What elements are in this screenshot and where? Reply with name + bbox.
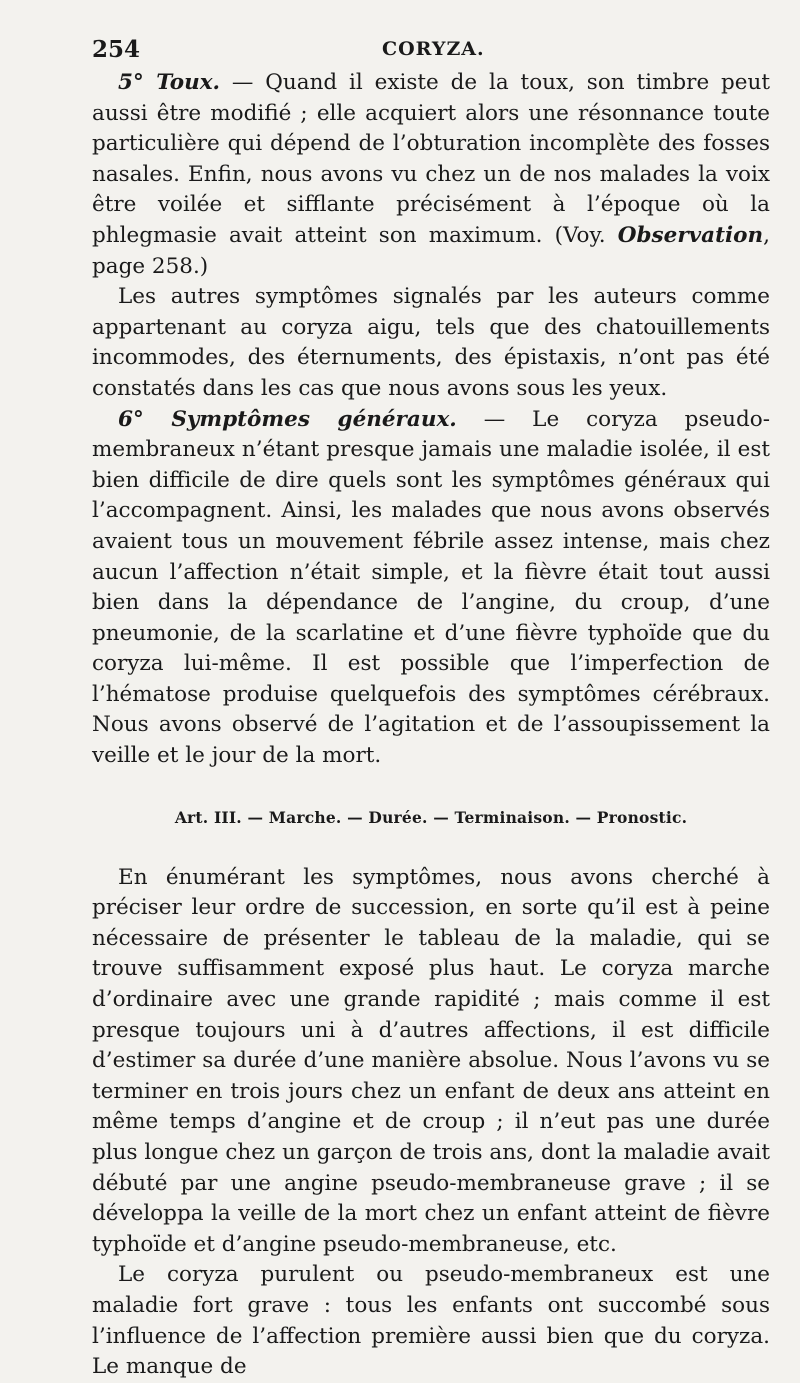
- page-body: [92, 68, 770, 1383]
- running-title: CORYZA.: [382, 38, 485, 60]
- paragraph-tail: , page 258.): [92, 222, 770, 279]
- paragraph-toux: [92, 68, 770, 282]
- section-lead-symptomes-generaux: 6° Symptômes généraux.: [118, 406, 457, 432]
- observation-reference: Observation: [617, 222, 764, 248]
- paragraph-autres-symptomes: Les autres symptômes signalés par les auteurs comme appartenant au coryza aigu, tels que des chatouillements incommodes, des éternuments, des épistaxis, n’ont pas été constatés dans les cas que nous avons sous les yeux.: [92, 284, 770, 401]
- paragraph-pronostic: Le coryza purulent ou pseudo-membraneux est une maladie fort grave : tous les enfants ont succombé sous l’influence de l’affection première aussi bien que du coryza. Le manque de: [92, 1262, 770, 1380]
- paragraph-marche: En énumérant les symptômes, nous avons cherché à préciser leur ordre de succession, en sorte qu’il est à peine nécessaire de présenter le tableau de la maladie, qui se trouve suffisamment exposé plus haut. Le coryza marche d’ordinaire avec une grande rapidité ; mais comme il est presque toujours uni à d’autres affections, il est difficile d’estimer sa durée d’une manière absolue. Nous l’avons vu se terminer en trois jours chez un enfant de deux ans atteint en même temps d’angine et de croup ; il n’eut pas une durée plus longue chez un garçon de trois ans, dont la maladie avait débuté par une angine pseudo-membraneuse grave ; il se développa la veille de la mort chez un enfant atteint de fièvre typhoïde et d’angine pseudo-membraneuse, etc.: [92, 864, 770, 1257]
- page-header: [92, 36, 772, 66]
- paragraph-text: — Quand il existe de la toux, son timbre peut aussi être modifié ; elle acquiert alors une résonnance toute particulière qui dépend de l’obturation incomplète des fosses nasales. Enfin, nous avons vu chez un de nos malades la voix être voilée et sifflante précisément à l’époque où la phlegmasie avait atteint son maximum. (Voy.: [92, 70, 770, 248]
- paragraph-text: — Le coryza pseudo-membraneux n’étant presque jamais une maladie isolée, il est bien difficile de dire quels sont les symptômes généraux qui l’accompagnent. Ainsi, les malades que nous avons observés avaient tous un mouvement fébrile assez intense, mais chez aucun l’affection n’était simple, et la fièvre était tout aussi bien dans la dépendance de l’angine, du croup, d’une pneumonie, de la scarlatine et d’une fièvre typhoïde que du coryza lui-même. Il est possible que l’imperfection de l’hématose produise quelquefois des symptômes cérébraux. Nous avons observé de l’agitation et de l’assoupissement la veille et le jour de la mort.: [92, 406, 770, 769]
- page-number: 254: [92, 36, 141, 63]
- paragraph-symptomes-generaux: [92, 405, 770, 772]
- article-heading: Art. III. — Marche. — Durée. — Terminaison. — Pronostic.: [174, 807, 688, 827]
- section-lead-toux: 5° Toux.: [118, 70, 221, 95]
